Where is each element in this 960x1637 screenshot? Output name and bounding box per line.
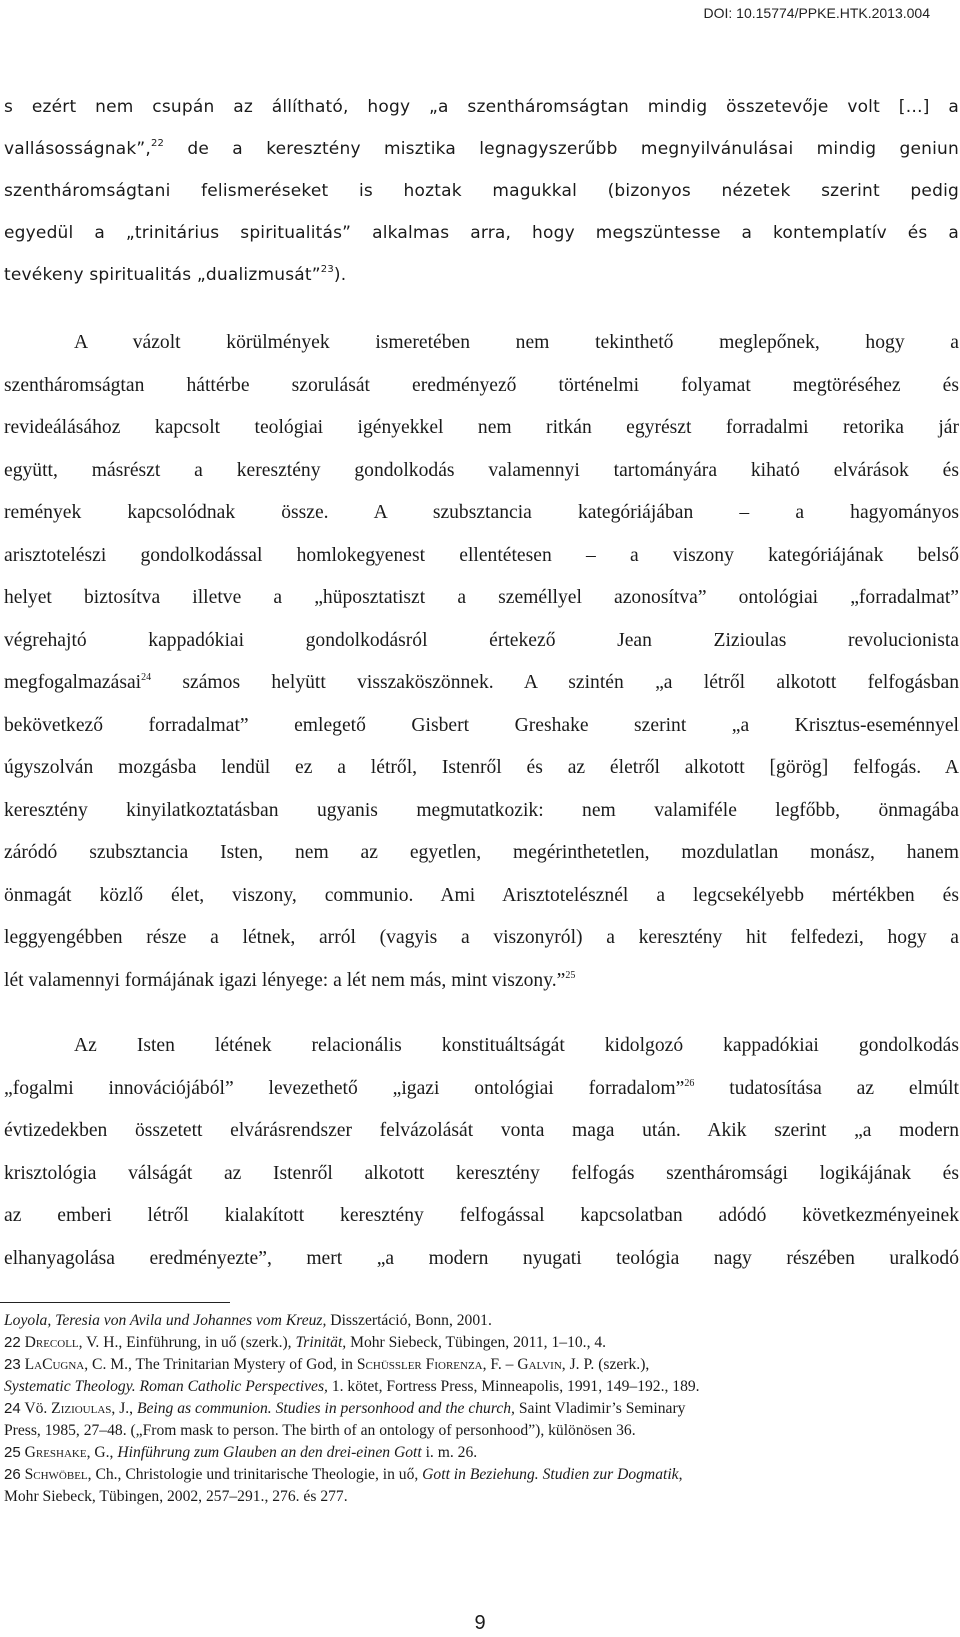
text-line: záródó szubsztancia Isten, nem az egyetlen, megérinthetetlen, mozdulatlan monász, hanem (4, 842, 959, 863)
text-line: elhanyagolása eredményezte”, mert „a modern nyugati teológia nagy részében uralkodó (4, 1247, 959, 1269)
text-line: szentháromságtan háttérbe szorulását eredményező történelmi folyamat megtöréséhez és (4, 374, 959, 396)
text-span: megfogalmazásai (4, 672, 142, 693)
footnote-23 (4, 1354, 959, 1376)
text-span: tevékeny spiritualitás „dualizmusát” (4, 265, 321, 285)
text-line: A vázolt körülmények ismeretében nem tekinthető meglepőnek, hogy a (74, 332, 959, 353)
text-line: remények kapcsolódnak össze. A szubsztancia kategóriájában – a hagyományos (4, 502, 959, 523)
book-title: Systematic Theology. Roman Catholic Perspectives, (4, 1378, 328, 1395)
text-span: , V. H., Einführung, in uő (szerk.), (78, 1334, 296, 1351)
book-title: Gott in Beziehung. Studien zur Dogmatik, (422, 1466, 683, 1483)
paragraph-3 (4, 1025, 959, 1280)
text-span: ). (333, 265, 347, 285)
text-span: 1. kötet, Fortress Press, Minneapolis, 1991, 149–192., 189. (327, 1378, 700, 1395)
footnote-25 (4, 1442, 959, 1464)
text-span: , J., (111, 1400, 137, 1417)
text-span: vallásosságnak”, (4, 139, 151, 159)
author-name: Schüssler Fiorenza (356, 1356, 483, 1373)
text-line: s ezért nem csupán az állítható, hogy „a szentháromságtan mindig összetevője volt […] a (4, 97, 959, 117)
text-line: önmagát közlő élet, viszony, communio. Ami Arisztotelésznél a legcsekélyebb mértékben és (4, 884, 959, 906)
text-span: „fogalmi innovációjából” levezethető „igazi ontológiai forradalom” (4, 1077, 685, 1099)
text-span: de a keresztény misztika legnagyszerűbb megnyilvánulásai mindig geniun (164, 139, 959, 159)
text-span: , Ch., Christologie und trinitarische Theologie, in uő, (87, 1466, 423, 1483)
text-span: , C. M., The Trinitarian Mystery of God, in (84, 1356, 357, 1373)
author-name: LaCugna (24, 1356, 85, 1373)
footnote-26 (4, 1464, 959, 1486)
text-line: krisztológia válságát az Istenről alkotott keresztény felfogás szentháromsági logikájának és (4, 1162, 959, 1184)
text-span: , J. P. (szerk.), (561, 1356, 650, 1373)
author-name: Drecoll (24, 1334, 79, 1351)
text-line (4, 960, 959, 1003)
author-name: Galvin (517, 1356, 562, 1373)
text-span: Vö. (24, 1400, 52, 1417)
footnote-number: 22 (4, 1334, 21, 1351)
paragraph-1 (4, 86, 959, 296)
text-span: Mohr Siebeck, Tübingen, 2011, 1–10., 4. (346, 1334, 607, 1351)
footnote-number: 26 (4, 1466, 21, 1483)
author-name: Schwöbel (24, 1466, 88, 1483)
text-span: lét valamennyi formájának igazi lényege: a lét nem más, mint viszony.” (4, 969, 566, 991)
text-line: végrehajtó kappadókiai gondolkodásról értekező Jean Zizioulas revolucionista (4, 629, 959, 651)
page-number: 9 (474, 1612, 486, 1634)
footnote-ref-23[interactable]: 23 (320, 264, 334, 275)
text-span: , G., (86, 1444, 118, 1461)
author-name: Zizioulas (51, 1400, 112, 1417)
footnote-24-cont: Press, 1985, 27–48. („From mask to person. The birth of an ontology of personhood”), különösen 36. (4, 1422, 636, 1439)
text-line: revideálásához kapcsolt teológiai igényekkel nem ritkán egyrészt forradalmi retorika jár (4, 417, 959, 438)
text-span: tudatosítása az elmúlt (694, 1077, 959, 1099)
paragraph-2 (4, 322, 959, 1002)
text-line: helyet biztosítva illetve a „hüposztatiszt a személlyel azonosítva” ontológiai „forradalmat” (4, 587, 959, 608)
text-line: bekövetkező forradalmat” emlegető Gisbert Greshake szerint „a Krisztus-eseménnyel (4, 714, 959, 736)
text-line: leggyengébben része a létnek, arról (vagyis a viszonyról) a keresztény hit felfedezi, hogy a (4, 927, 959, 948)
footnote-ref-25[interactable]: 25 (565, 969, 576, 981)
footnote-ref-24[interactable]: 24 (141, 672, 152, 683)
footnote-24 (4, 1398, 959, 1420)
text-line (4, 1068, 959, 1111)
text-line (4, 662, 959, 705)
text-line: évtizedekben összetett elvárásrendszer felvázolását vonta maga után. Akik szerint „a modern (4, 1120, 959, 1141)
text-line: az emberi létről kialakított keresztény felfogással kapcsolatban adódó következményeinek (4, 1205, 959, 1226)
book-title: Hinführung zum Glauben an den drei-einen Gott (117, 1444, 422, 1461)
text-span: i. m. 26. (421, 1444, 478, 1461)
footnote-26-cont: Mohr Siebeck, Tübingen, 2002, 257–291., 276. és 277. (4, 1488, 348, 1505)
footnote-separator (0, 1302, 230, 1303)
footnote-number: 25 (4, 1444, 21, 1461)
text-line: keresztény kinyilatkoztatásban ugyanis megmutatkozik: nem valamiféle legfőbb, önmagába (4, 799, 959, 821)
text-span: , F. – (482, 1356, 518, 1373)
author-name: Greshake (24, 1444, 87, 1461)
footnote-23-cont (4, 1376, 959, 1398)
footnote-ref-26[interactable]: 26 (684, 1077, 695, 1089)
footnote-ref-22[interactable]: 22 (150, 138, 165, 149)
text-line: szentháromságtani felismeréseket is hoztak magukkal (bizonyos nézetek szerint pedig (4, 181, 959, 201)
text-span: Saint Vladimir’s Seminary (514, 1400, 686, 1417)
text-line: Az Isten létének relacionális konstituáltságát kidolgozó kappadókiai gondolkodás (74, 1035, 959, 1056)
text-line: együtt, másrészt a keresztény gondolkodás valamennyi tartományára kiható elvárások és (4, 459, 959, 481)
text-line: arisztotelészi gondolkodással homlokegyenest ellentétesen – a viszony kategóriájának belső (4, 544, 959, 566)
book-title: Trinität, (295, 1334, 347, 1351)
text-span: Loyola, Teresia von Avila und Johannes vom Kreuz, (4, 1312, 327, 1329)
text-span: számos helyütt visszaköszönnek. A szintén „a létről alkotott felfogásban (151, 672, 959, 693)
text-line: úgyszolván mozgásba lendül ez a létről, Istenről és az életről alkotott [görög] felfogás. A (4, 757, 959, 778)
text-span: Disszertáció, Bonn, 2001. (326, 1312, 492, 1329)
footnote-continuation (4, 1310, 959, 1332)
footnote-22 (4, 1332, 959, 1354)
footnote-number: 23 (4, 1356, 21, 1373)
doi-header: DOI: 10.15774/PPKE.HTK.2013.004 (703, 5, 930, 21)
text-line (4, 128, 959, 170)
book-title: Being as communion. Studies in personhood and the church, (136, 1400, 515, 1417)
text-line: egyedül a „trinitárius spiritualitás” alkalmas arra, hogy megszüntesse a kontemplatív és a (4, 223, 959, 243)
text-line (4, 254, 959, 296)
footnote-number: 24 (4, 1400, 21, 1417)
footnotes (4, 1310, 959, 1508)
